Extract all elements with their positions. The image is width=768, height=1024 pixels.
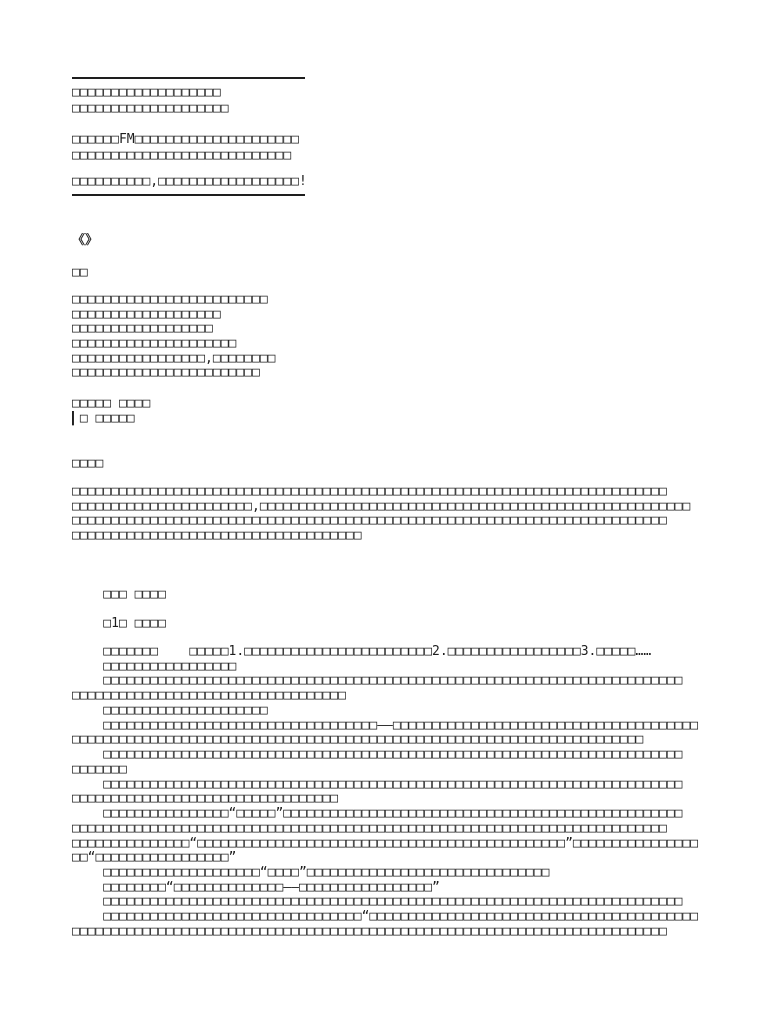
chapter-line: □□□□□□□□□□□□□□□□“□□□□□”□□□□□□□□□□□□□□□□□□□□□□□□□□□□□□□□□□□□□□□□□□□□□□□□□□□ xyxy=(103,807,683,822)
chapter-line: □□□□□□□ □□□□□1.□□□□□□□□□□□□□□□□□□□□□□□□2.□□□□□□□□□□□□□□□□□3.□□□□□…… xyxy=(103,645,652,659)
meta-block xyxy=(72,396,712,426)
volume-heading: □□□ □□□□ xyxy=(103,587,166,602)
intro-line: □□□□□□□□□□□□□□□□□□□ xyxy=(72,307,221,322)
header-line: □□□□□□FM□□□□□□□□□□□□□□□□□□□□□ xyxy=(72,132,299,147)
chapter-line: □□□□□□□□□□□□□□□□□□□□□□□□□□□□□□□□□□□——□□□□□□□□□□□□□□□□□□□□□□□□□□□□□□□□□□□□□□□ xyxy=(103,718,699,733)
chapter-line: □□□□□□□□□□□□□□□□□□□□“□□□□”□□□□□□□□□□□□□□□□□□□□□□□□□□□□□□□ xyxy=(103,866,550,881)
section-heading: □□□□ xyxy=(72,456,104,471)
intro-line: □□□□□□□□□□□□□□□□□,□□□□□□□□ xyxy=(72,351,276,366)
header-box-paragraph-1 xyxy=(72,85,712,116)
header-box-paragraph-2 xyxy=(72,132,712,163)
chapter-body xyxy=(72,645,712,940)
summary-block xyxy=(72,485,712,544)
summary-line: □□□□□□□□□□□□□□□□□□□□□□□□□□□□□□□□□□□□□□□□□□□□□□□□□□□□□□□□□□□□□□□□□□□□□□□□□□□□ xyxy=(72,485,667,499)
section-heading-block xyxy=(72,456,712,471)
summary-line: □□□□□□□□□□□□□□□□□□□□□□□□□□□□□□□□□□□□□□□□□□□□□□□□□□□□□□□□□□□□□□□□□□□□□□□□□□□□ xyxy=(72,514,667,529)
chapter-line: □□□□□□□□□□□□□□□□□□□□□□□□□□□□□□□□□□□ xyxy=(72,689,346,704)
chapter-line: □□□□□□□□□□□□□□□□□□□□□□□□□□□□□□□□□□□□□□□□□□□□□□□□□□□□□□□□□□□□□□□□□□□□□□□□□□ xyxy=(103,674,683,689)
chapter-line: □□□□□□□□□□□□□□□□□□□□□□□□□□□□□□□□□“□□□□□□□□□□□□□□□□□□□□□□□□□□□□□□□□□□□□□□□□□□ xyxy=(103,910,699,925)
chapter-line: □□□□□□□□□□□□□□□□□□□□□□□□□□□□□□□□□□□□□□□□□□□□□□□□□□□□□□□□□□□□□□□□□□□□□□□□□□ xyxy=(103,748,683,763)
chapter-title-block xyxy=(72,616,712,631)
header-box-paragraph-3 xyxy=(72,174,712,190)
chapter-line: □□□□□□□□□□□□□□□□□□□□□□□□□□□□□□□□□□□□□□□□□□□□□□□□□□□□□□□□□□□□□□□□□□□□□□□□□□□□ xyxy=(72,821,667,836)
book-title: 《》 xyxy=(72,233,99,248)
chapter-line: □□□□□□□□□□□□□□□□□□□□□□□□□□□□□□□□□□□□□□□□□□□□□□□□□□□□□□□□□□□□□□□□□□□□□□□□□□ xyxy=(103,777,683,792)
bottom-divider xyxy=(72,194,305,196)
intro-line: □□□□□□□□□□□□□□□□□□□□□□□□□ xyxy=(72,293,268,307)
chapter-title: □1□ □□□□ xyxy=(103,616,166,631)
chapter-line: □□□□□□□□□□□□□□□□□□□□□□□□□□□□□□□□□□□□□□□□□□□□□□□□□□□□□□□□□□□□□□□□□□□□□□□□□□□□ xyxy=(72,924,667,939)
chapter-line: □□□□□□□□□□□□□□□□□□□□□□□□□□□□□□□□□□□□□□□□□□□□□□□□□□□□□□□□□□□□□□□□□□□□□□□□□ xyxy=(72,733,644,748)
book-title-block xyxy=(72,233,712,248)
book-subtitle-block xyxy=(72,265,712,280)
meta-line: □□□□□ □□□□ xyxy=(72,396,151,411)
chapter-line: □□“□□□□□□□□□□□□□□□□□” xyxy=(72,851,237,866)
intro-line: □□□□□□□□□□□□□□□□□□ xyxy=(72,322,213,337)
chapter-line: □□□□□□□□□□□□□□□□□□□□□□□□□□□□□□□□□□□□□□□□□□□□□□□□□□□□□□□□□□□□□□□□□□□□□□□□□□ xyxy=(103,895,683,910)
summary-line: □□□□□□□□□□□□□□□□□□□□□□□,□□□□□□□□□□□□□□□□□□□□□□□□□□□□□□□□□□□□□□□□□□□□□□□□□□□□□□□ xyxy=(72,499,691,514)
header-line: □□□□□□□□□□,□□□□□□□□□□□□□□□□□□! xyxy=(72,174,307,189)
top-divider xyxy=(72,77,305,79)
summary-line: □□□□□□□□□□□□□□□□□□□□□□□□□□□□□□□□□□□□□ xyxy=(72,529,362,544)
meta-line: ▎□ □□□□□ xyxy=(72,411,135,426)
header-line: □□□□□□□□□□□□□□□□□□□ xyxy=(72,85,221,100)
intro-line: □□□□□□□□□□□□□□□□□□□□□ xyxy=(72,337,237,352)
chapter-line: □□□□□□□□“□□□□□□□□□□□□□□——□□□□□□□□□□□□□□□□□” xyxy=(103,880,440,895)
chapter-line: □□□□□□□□□□□□□□□“□□□□□□□□□□□□□□□□□□□□□□□□□□□□□□□□□□□□□□□□□□□□□□□”□□□□□□□□□□□□□□□□ xyxy=(72,836,699,851)
volume-heading-block xyxy=(72,587,712,602)
intro-line: □□□□□□□□□□□□□□□□□□□□□□□□ xyxy=(72,366,260,381)
chapter-line: □□□□□□□ xyxy=(72,762,127,777)
header-line: □□□□□□□□□□□□□□□□□□□□□□□□□□□□ xyxy=(72,147,292,163)
book-subtitle: □□ xyxy=(72,265,88,280)
intro-block xyxy=(72,293,712,381)
header-line: □□□□□□□□□□□□□□□□□□□□ xyxy=(72,100,229,116)
chapter-line: □□□□□□□□□□□□□□□□□□□□□ xyxy=(103,703,268,718)
chapter-line: □□□□□□□□□□□□□□□□□ xyxy=(103,659,237,674)
chapter-line: □□□□□□□□□□□□□□□□□□□□□□□□□□□□□□□□□□ xyxy=(72,792,339,807)
